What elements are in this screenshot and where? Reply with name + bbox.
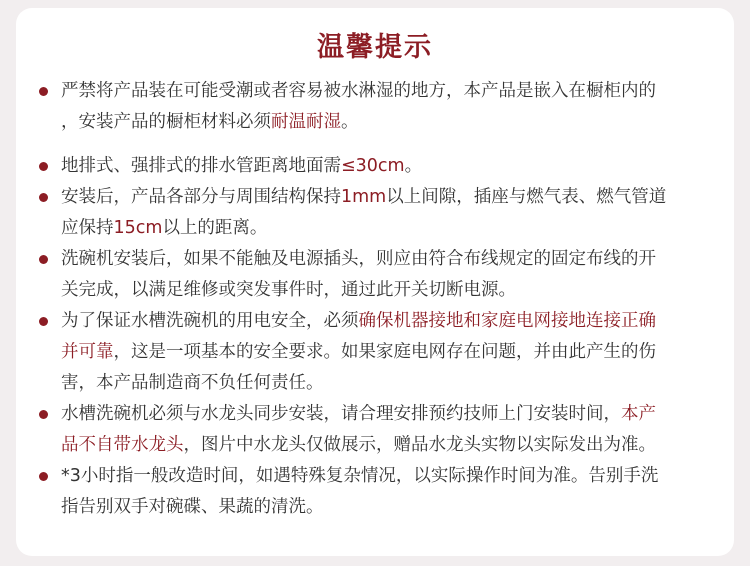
text-segment: 。: [341, 112, 359, 132]
text-segment: 安装后，产品各部分与周围结构保持: [61, 187, 341, 207]
text-line: [61, 182, 721, 213]
text-line: [61, 337, 721, 368]
text-segment: 以上的距离。: [162, 218, 268, 238]
text-segment: 关完成，以满足维修或突发事件时，通过此开关切断电源。: [61, 280, 516, 300]
text-segment: *3小时指一般改造时间，如遇特殊复杂情况，以实际操作时间为准。告别手洗: [61, 466, 659, 486]
highlighted-text: 耐温耐湿: [271, 112, 341, 132]
text-segment: ，安装产品的橱柜材料必须: [61, 112, 271, 132]
text-segment: ，图片中水龙头仅做展示，赠品水龙头实物以实际发出为准。: [183, 435, 656, 455]
text-line: [61, 430, 721, 461]
highlighted-text: ≤30cm: [341, 156, 405, 176]
bullet-dot-icon: [39, 193, 48, 202]
notice-card: [16, 8, 734, 556]
notice-title: 温馨提示: [317, 32, 433, 63]
text-segment: 洗碗机安装后，如果不能触及电源插头，则应由符合布线规定的固定布线的开: [61, 249, 656, 269]
notice-item-text: [61, 244, 721, 306]
text-line: [61, 461, 721, 492]
text-line: [61, 306, 721, 337]
text-segment: 严禁将产品装在可能受潮或者容易被水淋湿的地方，本产品是嵌入在橱柜内的: [61, 81, 656, 101]
bullet-dot-icon: [39, 317, 48, 326]
text-segment: ，这是一项基本的安全要求。如果家庭电网存在问题，并由此产生的伤: [113, 342, 656, 362]
highlighted-text: 1mm: [341, 187, 387, 207]
text-line: [61, 76, 721, 107]
text-segment: 地排式、强排式的排水管距离地面需: [61, 156, 341, 176]
bullet-dot-icon: [39, 410, 48, 419]
highlighted-text: 确保机器接地和家庭电网接地连接正确: [358, 311, 656, 331]
bullet-dot-icon: [39, 255, 48, 264]
text-segment: 水槽洗碗机必须与水龙头同步安装，请合理安排预约技师上门安装时间，: [61, 404, 621, 424]
notice-item-text: [61, 76, 721, 138]
highlighted-text: 并可靠: [61, 342, 114, 362]
text-line: [61, 275, 721, 306]
text-line: [61, 368, 721, 399]
text-line: [61, 213, 721, 244]
highlighted-text: 15cm: [113, 218, 163, 238]
text-line: [61, 107, 721, 138]
notice-list: [16, 8, 734, 556]
text-line: [61, 399, 721, 430]
notice-item-text: [61, 151, 721, 182]
text-segment: 应保持: [61, 218, 114, 238]
text-segment: 指告别双手对碗碟、果蔬的清洗。: [61, 497, 324, 517]
text-line: [61, 151, 721, 182]
text-line: [61, 244, 721, 275]
highlighted-text: 本产: [621, 404, 656, 424]
bullet-dot-icon: [39, 472, 48, 481]
text-segment: 害，本产品制造商不负任何责任。: [61, 373, 324, 393]
text-segment: 。: [404, 156, 423, 176]
text-line: [61, 492, 721, 523]
bullet-dot-icon: [39, 87, 48, 96]
text-segment: 为了保证水槽洗碗机的用电安全，必须: [61, 311, 359, 331]
bullet-dot-icon: [39, 162, 48, 171]
notice-item-text: [61, 306, 721, 399]
notice-item-text: [61, 399, 721, 461]
notice-item-text: [61, 461, 721, 523]
highlighted-text: 品不自带水龙头: [61, 435, 184, 455]
notice-item-text: [61, 182, 721, 244]
text-segment: 以上间隙，插座与燃气表、燃气管道: [386, 187, 667, 207]
